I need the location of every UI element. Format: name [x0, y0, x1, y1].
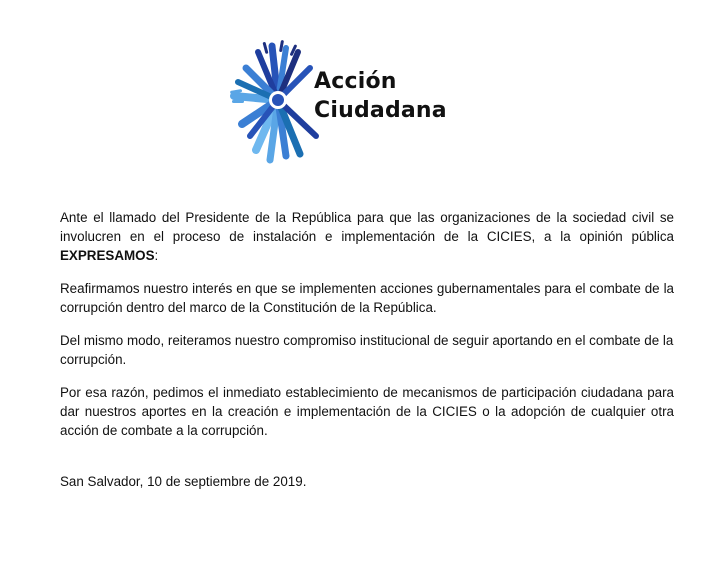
hands-circle-icon: [228, 38, 328, 168]
paragraph-1: [60, 208, 674, 265]
statement-body: [60, 208, 674, 454]
logo-wordmark: [314, 67, 447, 125]
paragraph-2: Reafirmamos nuestro interés en que se implementen acciones gubernamentales para el combate de la corrupción dentro del marco de la Constitución de la República.: [60, 281, 674, 315]
paragraph-1-colon: :: [154, 248, 159, 263]
logo-line-2: Ciudadana: [314, 98, 447, 123]
paragraph-3: Del mismo modo, reiteramos nuestro compromiso institucional de seguir aportando en el combate de la corrupción.: [60, 333, 674, 367]
accion-ciudadana-logo: [228, 38, 468, 170]
expresamos-bold: EXPRESAMOS: [60, 248, 155, 263]
logo-line-1: Acción: [314, 69, 397, 94]
place-date: San Salvador, 10 de septiembre de 2019.: [60, 474, 307, 489]
paragraph-4: Por esa razón, pedimos el inmediato establecimiento de mecanismos de participación ciudadana para dar nuestros aportes en la creación e implementación de la CICIES o la adopción de cualquier otra acción de combate a la corrupción.: [60, 385, 674, 438]
paragraph-1-text: Ante el llamado del Presidente de la República para que las organizaciones de la sociedad civil se involucren en el proceso de instalación e implementación de la CICIES, a la opinión pública: [60, 210, 674, 244]
